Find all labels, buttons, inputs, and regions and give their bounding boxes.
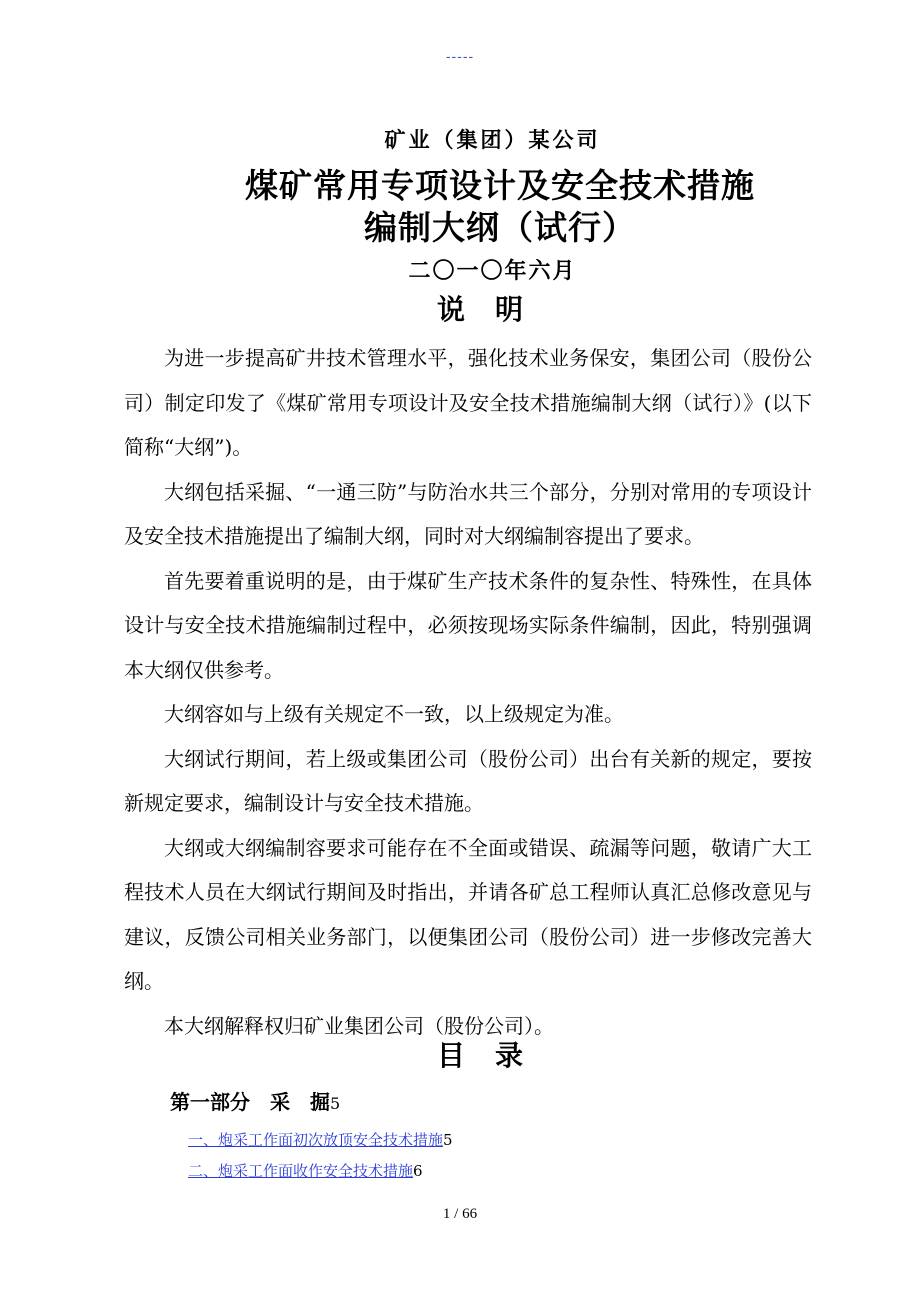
document-title-line1: 煤矿常用专项设计及安全技术措施: [245, 166, 755, 205]
paragraph: 本大纲解释权归矿业集团公司（股份公司）。: [164, 1013, 554, 1038]
paragraph: 大纲容如与上级有关规定不一致，以上级规定为准。: [164, 702, 624, 726]
toc-item-page: 5: [443, 1131, 453, 1149]
paragraph: 首先要着重说明的是，由于煤矿生产技术条件的复杂性、特殊性，在具体设计与安全技术措施编制过程中，必须按现场实际条件编制，因此，特别强调本大纲仅供参考。: [124, 568, 812, 682]
document-title-line2: 编制大纲（试行）: [364, 208, 636, 247]
toc-heading: 目录: [436, 1039, 553, 1072]
paragraph: 大纲或大纲编制容要求可能存在不全面或错误、疏漏等问题，敬请广大工程技术人员在大纲试行期间及时指出，并请各矿总工程师认真汇总修改意见与建议，反馈公司相关业务部门，以便集团公司（股份公司）进一步修改完善大纲。: [124, 835, 812, 993]
toc-item[interactable]: [188, 1129, 453, 1150]
toc-item[interactable]: [188, 1160, 423, 1181]
explanation-heading: 说明: [436, 293, 553, 326]
paragraph: 大纲包括采掘、“一通三防”与防治水共三个部分，分别对常用的专项设计及安全技术措施提出了编制大纲，同时对大纲编制容提出了要求。: [124, 479, 812, 548]
paragraph: 大纲试行期间，若上级或集团公司（股份公司）出台有关新的规定，要按新规定要求，编制设计与安全技术措施。: [124, 746, 812, 815]
toc-part-1[interactable]: [170, 1086, 340, 1115]
paragraph: 为进一步提高矿井技术管理水平，强化技术业务保安，集团公司（股份公司）制定印发了《煤矿常用专项设计及安全技术措施编制大纲（试行）》(以下简称“大纲”)。: [124, 346, 812, 459]
explanation-body: [124, 336, 812, 1048]
toc-item-link[interactable]: 一、炮采工作面初次放顶安全技术措施: [188, 1131, 444, 1149]
toc-item-link[interactable]: 二、炮采工作面收作安全技术措施: [188, 1162, 414, 1180]
header-mark: -----: [445, 48, 475, 64]
document-date: 二〇一〇年六月: [408, 258, 577, 284]
page-indicator: 1 / 66: [442, 1206, 478, 1222]
toc-part-page: 5: [330, 1094, 341, 1113]
toc-part-label: 第一部分 采 掘: [170, 1090, 330, 1114]
toc-item-page: 6: [413, 1162, 423, 1180]
company-name: 矿业（集团）某公司: [384, 127, 601, 152]
